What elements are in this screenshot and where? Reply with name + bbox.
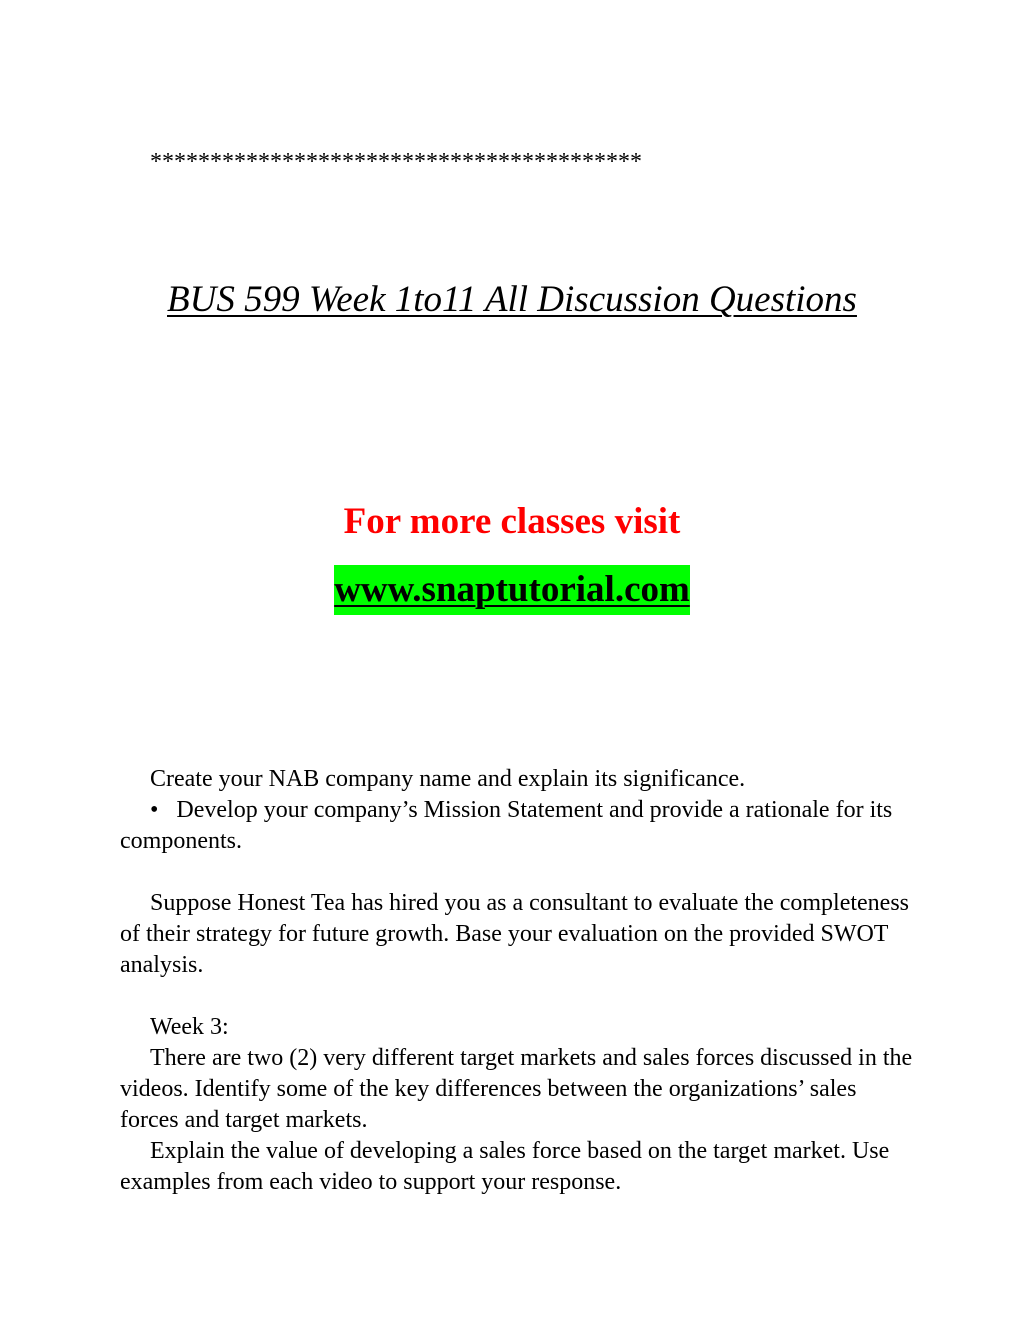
promo-link-container: [0, 565, 1024, 615]
question-company-name: Create your NAB company name and explain its significance.: [150, 766, 746, 792]
bullet-symbol: •: [150, 797, 159, 823]
question-target-markets: There are two (2) very different target markets and sales forces discussed in the videos. Identify some of the key differences between the organizations’ sales forces and target markets.: [120, 1045, 913, 1133]
document-title: BUS 599 Week 1to11 All Discussion Questions: [167, 279, 857, 320]
promo-text: For more classes visit: [343, 501, 681, 542]
question-honest-tea: Suppose Honest Tea has hired you as a consultant to evaluate the completeness of their strategy for future growth. Base your evaluation on the provided SWOT analysis.: [120, 890, 910, 978]
separator-stars: *****************************************: [150, 149, 642, 175]
question-mission-statement: [120, 795, 920, 857]
snaptutorial-link[interactable]: www.snaptutorial.com: [334, 565, 690, 615]
question-sales-force-value: Explain the value of developing a sales force based on the target market. Use examples from each video to support your response.: [120, 1138, 890, 1195]
discussion-questions: [120, 764, 920, 1198]
question-mission-statement-text: Develop your company’s Mission Statement and provide a rationale for its components.: [120, 797, 893, 854]
week-3-label: Week 3:: [150, 1014, 229, 1040]
